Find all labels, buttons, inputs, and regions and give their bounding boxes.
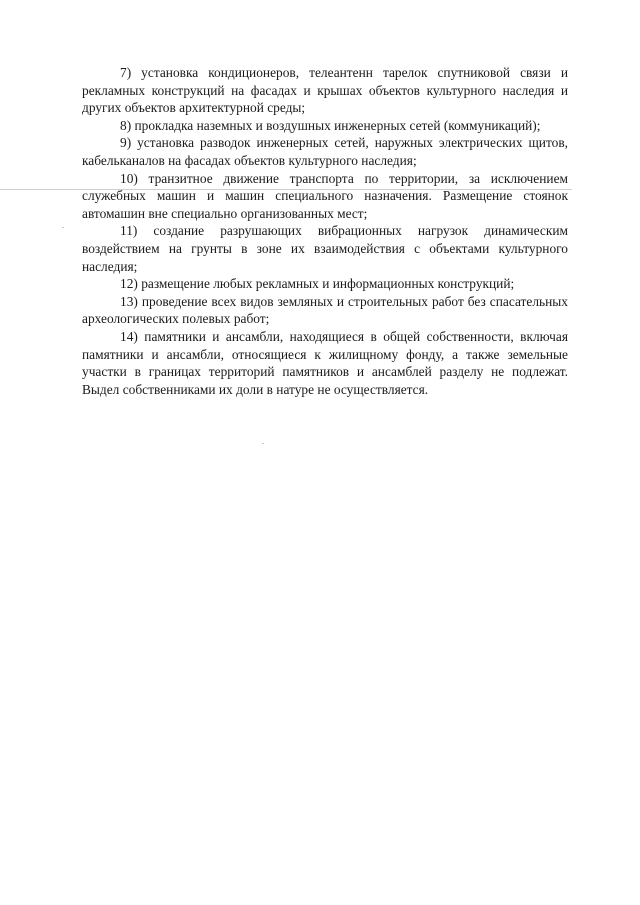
scan-artifact-speck <box>262 443 264 444</box>
document-body <box>82 64 568 398</box>
list-item-9: 9) установка разводок инженерных сетей, наружных электрических щитов, кабельканалов на фасадах объектов культурного наследия; <box>82 135 568 168</box>
scan-artifact-speck <box>62 227 64 228</box>
list-item-11: 11) создание разрушающих вибрационных нагрузок динамическим воздействием на грунты в зоне их взаимодействия с объектами культурного наследия; <box>82 223 568 274</box>
list-item-7: 7) установка кондиционеров, телеантенн тарелок спутниковой связи и рекламных конструкций на фасадах и крышах объектов культурного наследия и других объектов архитектурной среды; <box>82 65 568 116</box>
list-item-12: 12) размещение любых рекламных и информационных конструкций; <box>120 276 515 292</box>
list-item-14: 14) памятники и ансамбли, находящиеся в общей собственности, включая памятники и ансамбли, относящиеся к жилищному фонду, а также земельные участки в границах территорий памятников и ансамблей разделу не подлежат. Выдел собственниками их доли в натуре не осуществляется. <box>82 328 568 397</box>
list-item-10: 10) транзитное движение транспорта по территории, за исключением служебных машин и машин специального назначения. Размещение стоянок автомашин вне специально организованных мест; <box>82 170 568 221</box>
list-item-13: 13) проведение всех видов земляных и строительных работ без спасательных археологических полевых работ; <box>82 293 568 327</box>
list-item-8: 8) прокладка наземных и воздушных инженерных сетей (коммуникаций); <box>120 117 541 133</box>
